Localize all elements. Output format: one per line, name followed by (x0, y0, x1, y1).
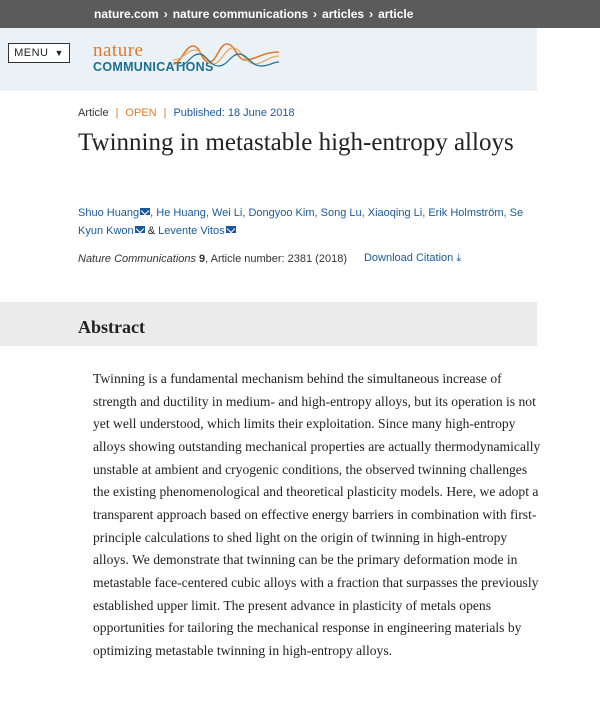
journal-name: Nature Communications (78, 252, 196, 265)
author-list: Shuo Huang , He Huang, Wei Li, Dongyoo Kim, Song Lu, Xiaoqing Li, Erik Holmström, Se Kyun Kwon & Levente Vitos (78, 207, 524, 237)
download-icon: ⤓ (456, 252, 462, 264)
citation-line (78, 252, 461, 265)
logo-wave-icon (171, 40, 281, 70)
breadcrumb (0, 0, 600, 28)
breadcrumb-separator-icon: › (369, 7, 374, 21)
author-link[interactable]: Wei Li (211, 207, 243, 219)
email-icon[interactable] (135, 226, 145, 233)
logo-text-communications: COMMUNICATIONS (93, 60, 214, 74)
menu-label: MENU (14, 47, 49, 59)
meta-divider: | (163, 107, 167, 119)
open-access-badge: OPEN (125, 107, 157, 119)
menu-button[interactable] (8, 43, 70, 63)
author-link[interactable]: Shuo Huang (78, 207, 140, 219)
email-icon[interactable] (226, 226, 236, 233)
published-date: Published: 18 June 2018 (173, 107, 295, 119)
logo-text-nature: nature (93, 40, 144, 61)
author-link[interactable]: He Huang (156, 207, 206, 219)
abstract-text: Twinning is a fundamental mechanism behind the simultaneous increase of strength and ductility in medium- and high-entropy alloys, but its operation is not yet well understood, which limits their exploitation. Since many high-entropy alloys showing outstanding mechanical properties are actually thermodynamically unstable at ambient and cryogenic conditions, the observed twinning challenges the existing phenomenological and theoretical plasticity models. Here, we adopt a transparent approach based on effective energy barriers in combination with first-principle calculations to shed light on the origin of twinning in high-entropy alloys. We demonstrate that twinning can be the primary deformation mode in metastable face-centered cubic alloys with a fraction that surpasses the previously established upper limit. The present advance in plasticity of metals opens opportunities for tailoring the mechanical response in engineering materials by optimizing metastable twinning in high-entropy alloys. (93, 371, 541, 658)
download-citation-link[interactable] (364, 252, 461, 265)
author-link[interactable]: Song Lu (320, 207, 362, 219)
abstract-section-header[interactable] (0, 302, 537, 346)
author-ampersand: & (147, 225, 156, 237)
download-citation-label: Download Citation (363, 252, 454, 264)
journal-volume: 9 (199, 252, 206, 265)
author-link[interactable]: Erik Holmström (428, 207, 504, 219)
article-meta (78, 107, 295, 119)
breadcrumb-separator-icon: › (313, 7, 318, 21)
author-link[interactable]: Dongyoo Kim (248, 207, 315, 219)
nature-communications-logo[interactable] (93, 40, 283, 80)
meta-divider: | (115, 107, 119, 119)
breadcrumb-separator-icon: › (163, 7, 168, 21)
breadcrumb-article: article (378, 7, 414, 21)
author-link[interactable]: Se Kyun Kwon (78, 207, 524, 237)
breadcrumb-nature-com[interactable]: nature.com (94, 7, 159, 21)
author-link[interactable]: Xiaoqing Li (367, 207, 423, 219)
email-icon[interactable] (140, 208, 150, 215)
article-number: , Article number: 2381 (2018) (205, 252, 347, 265)
article-type: Article (78, 107, 109, 119)
author-link[interactable]: Levente Vitos (158, 225, 225, 237)
site-header (0, 28, 537, 91)
article-title: Twinning in metastable high-entropy alloys (78, 129, 514, 156)
chevron-down-icon: ▼ (54, 48, 64, 58)
breadcrumb-nature-communications[interactable]: nature communications (172, 7, 309, 21)
abstract-heading: Abstract (78, 317, 145, 337)
breadcrumb-articles[interactable]: articles (322, 7, 365, 21)
